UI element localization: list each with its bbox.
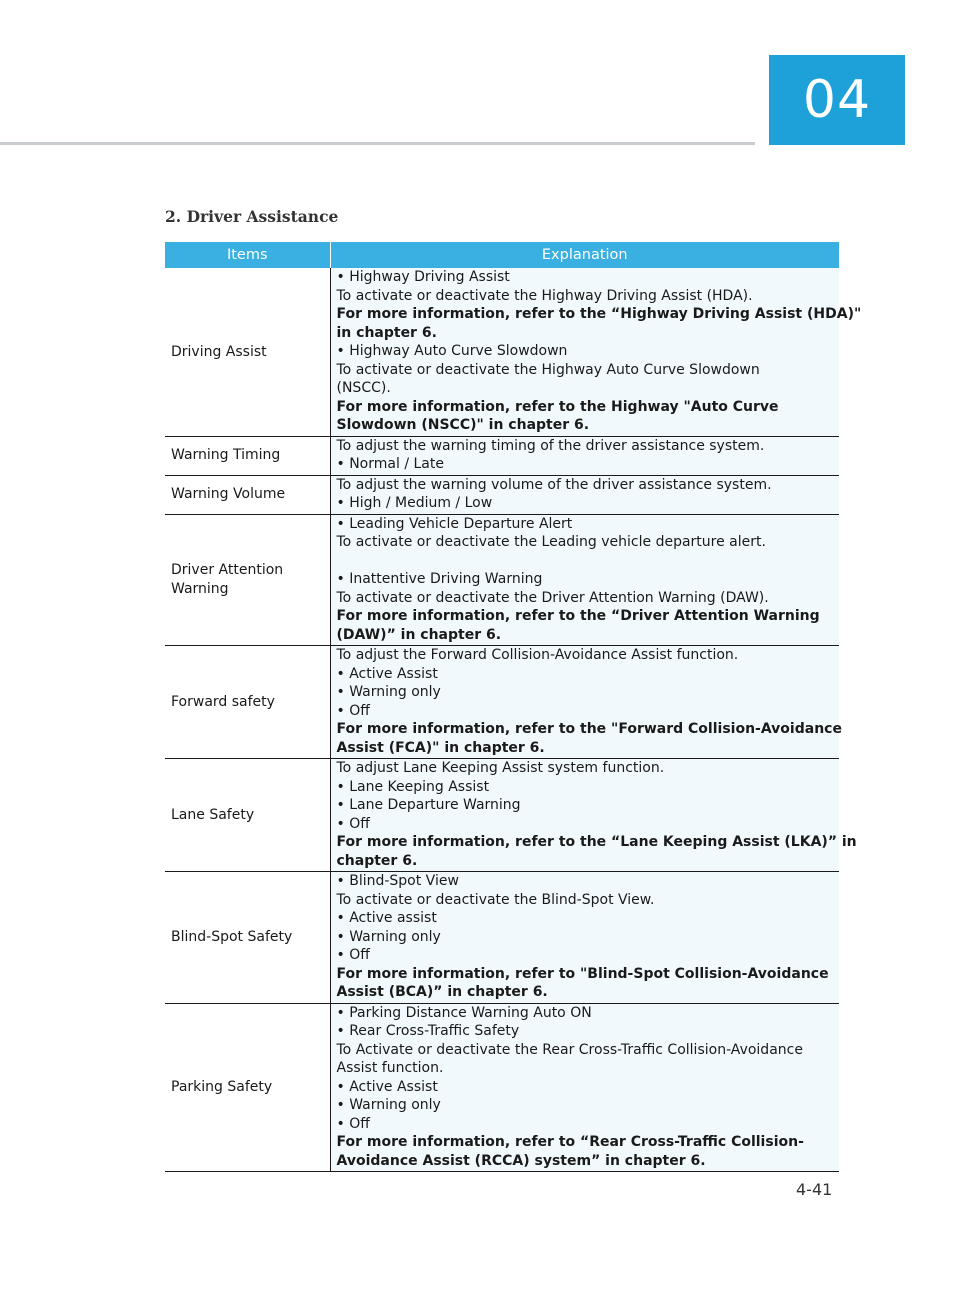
- explanation-line: • Lane Departure Warning: [336, 797, 521, 813]
- explanation-cell: [330, 759, 857, 872]
- chapter-number: 04: [802, 70, 872, 130]
- item-label: Driving Assist: [171, 343, 267, 360]
- reference-line: Slowdown (NSCC)" in chapter 6.: [336, 417, 590, 433]
- reference-line: For more information, refer to the “Highway Driving Assist (HDA)": [336, 306, 862, 322]
- table-body: [165, 268, 862, 1172]
- explanation-line: • Off: [336, 815, 370, 832]
- explanation-line: • Leading Vehicle Departure Alert: [336, 515, 573, 532]
- reference-line: For more information, refer to "Blind-Spot Collision-Avoidance: [336, 965, 829, 982]
- item-cell: [165, 872, 330, 1004]
- table-row: [165, 1003, 839, 1172]
- item-label: Forward safety: [171, 693, 275, 710]
- item-label: Warning Timing: [171, 447, 281, 464]
- item-cell: [165, 436, 330, 475]
- explanation-line: • Lane Keeping Assist: [336, 778, 490, 795]
- explanation-line: • Inattentive Driving Warning: [336, 571, 543, 587]
- explanation-line: • Warning only: [336, 684, 441, 700]
- explanation-line: (NSCC).: [336, 380, 391, 396]
- item-label: Driver Attention: [171, 562, 284, 579]
- reference-line: (DAW)” in chapter 6.: [336, 626, 502, 643]
- explanation-cell: [330, 514, 839, 646]
- explanation-line: • High / Medium / Low: [336, 495, 493, 511]
- explanation-line: To activate or deactivate the Blind-Spot View.: [336, 891, 655, 908]
- explanation-cell: [330, 646, 842, 759]
- table-row: [165, 436, 839, 475]
- explanation-line: To activate or deactivate the Driver Attention Warning (DAW).: [336, 589, 769, 606]
- reference-line: For more information, refer to “Rear Cross-Traffic Collision-: [336, 1134, 804, 1150]
- reference-line: Avoidance Assist (RCCA) system” in chapter 6.: [336, 1152, 706, 1169]
- header-explanation: Explanation: [330, 242, 839, 268]
- explanation-cell: [330, 475, 839, 514]
- explanation-line: • Parking Distance Warning Auto ON: [336, 1004, 592, 1021]
- reference-line: For more information, refer to the "Forward Collision-Avoidance: [336, 721, 842, 737]
- item-cell: [165, 646, 330, 759]
- explanation-cell: [330, 436, 839, 475]
- table-row: [165, 475, 839, 514]
- item-label: Parking Safety: [171, 1079, 273, 1095]
- explanation-line: • Rear Cross-Traffic Safety: [336, 1023, 520, 1039]
- reference-line: For more information, refer to the “Driver Attention Warning: [336, 608, 820, 624]
- chapter-tab: [769, 55, 905, 145]
- explanation-line: To adjust the Forward Collision-Avoidance Assist function.: [336, 647, 739, 663]
- item-cell: [165, 759, 330, 872]
- explanation-line: • Off: [336, 947, 370, 963]
- explanation-line: Assist function.: [336, 1060, 444, 1076]
- explanation-line: To adjust Lane Keeping Assist system function.: [336, 760, 665, 776]
- settings-table: [165, 242, 862, 1172]
- explanation-cell: [330, 268, 862, 436]
- table-row: [165, 759, 839, 872]
- explanation-line: To Activate or deactivate the Rear Cross-Traffic Collision-Avoidance: [336, 1041, 803, 1058]
- table-row: [165, 646, 839, 759]
- reference-line: For more information, refer to the Highway "Auto Curve: [336, 398, 779, 415]
- table-row: [165, 514, 839, 646]
- reference-line: Assist (FCA)" in chapter 6.: [336, 739, 545, 756]
- table-row: [165, 872, 839, 1004]
- section-title: 2. Driver Assistance: [165, 207, 339, 226]
- explanation-line: To adjust the warning timing of the driver assistance system.: [336, 437, 765, 454]
- explanation-line: • Normal / Late: [336, 456, 444, 472]
- header-rule: [0, 142, 755, 145]
- explanation-line: • Warning only: [336, 1097, 441, 1113]
- page-number: 4-41: [796, 1180, 833, 1199]
- item-cell: [165, 1003, 330, 1172]
- explanation-line: • Highway Auto Curve Slowdown: [336, 343, 568, 359]
- explanation-line: • Blind-Spot View: [336, 873, 459, 889]
- item-cell: [165, 268, 330, 436]
- explanation-line: • Highway Driving Assist: [336, 269, 510, 285]
- explanation-line: • Warning only: [336, 928, 441, 945]
- explanation-line: [337, 552, 834, 571]
- reference-line: chapter 6.: [336, 852, 418, 869]
- explanation-line: • Off: [336, 702, 370, 719]
- item-cell: [165, 514, 330, 646]
- explanation-cell: [330, 1003, 839, 1172]
- explanation-cell: [330, 872, 839, 1004]
- explanation-line: • Active assist: [336, 910, 437, 926]
- table-header-row: [165, 242, 839, 268]
- reference-line: Assist (BCA)” in chapter 6.: [336, 984, 548, 1000]
- explanation-line: To adjust the warning volume of the driver assistance system.: [336, 476, 772, 493]
- explanation-line: To activate or deactivate the Highway Auto Curve Slowdown: [336, 361, 760, 378]
- explanation-line: To activate or deactivate the Highway Driving Assist (HDA).: [336, 287, 753, 304]
- item-label: Warning: [171, 580, 229, 597]
- explanation-line: • Active Assist: [336, 665, 438, 682]
- reference-line: in chapter 6.: [336, 324, 437, 341]
- explanation-line: To activate or deactivate the Leading vehicle departure alert.: [336, 534, 766, 550]
- item-label: Blind-Spot Safety: [171, 929, 293, 945]
- item-label: Warning Volume: [171, 486, 286, 503]
- item-label: Lane Safety: [171, 806, 255, 823]
- header-items: Items: [165, 242, 330, 268]
- item-cell: [165, 475, 330, 514]
- explanation-line: • Off: [336, 1115, 370, 1132]
- table-row: [165, 268, 839, 436]
- explanation-line: • Active Assist: [336, 1078, 438, 1095]
- reference-line: For more information, refer to the “Lane Keeping Assist (LKA)” in: [336, 834, 857, 850]
